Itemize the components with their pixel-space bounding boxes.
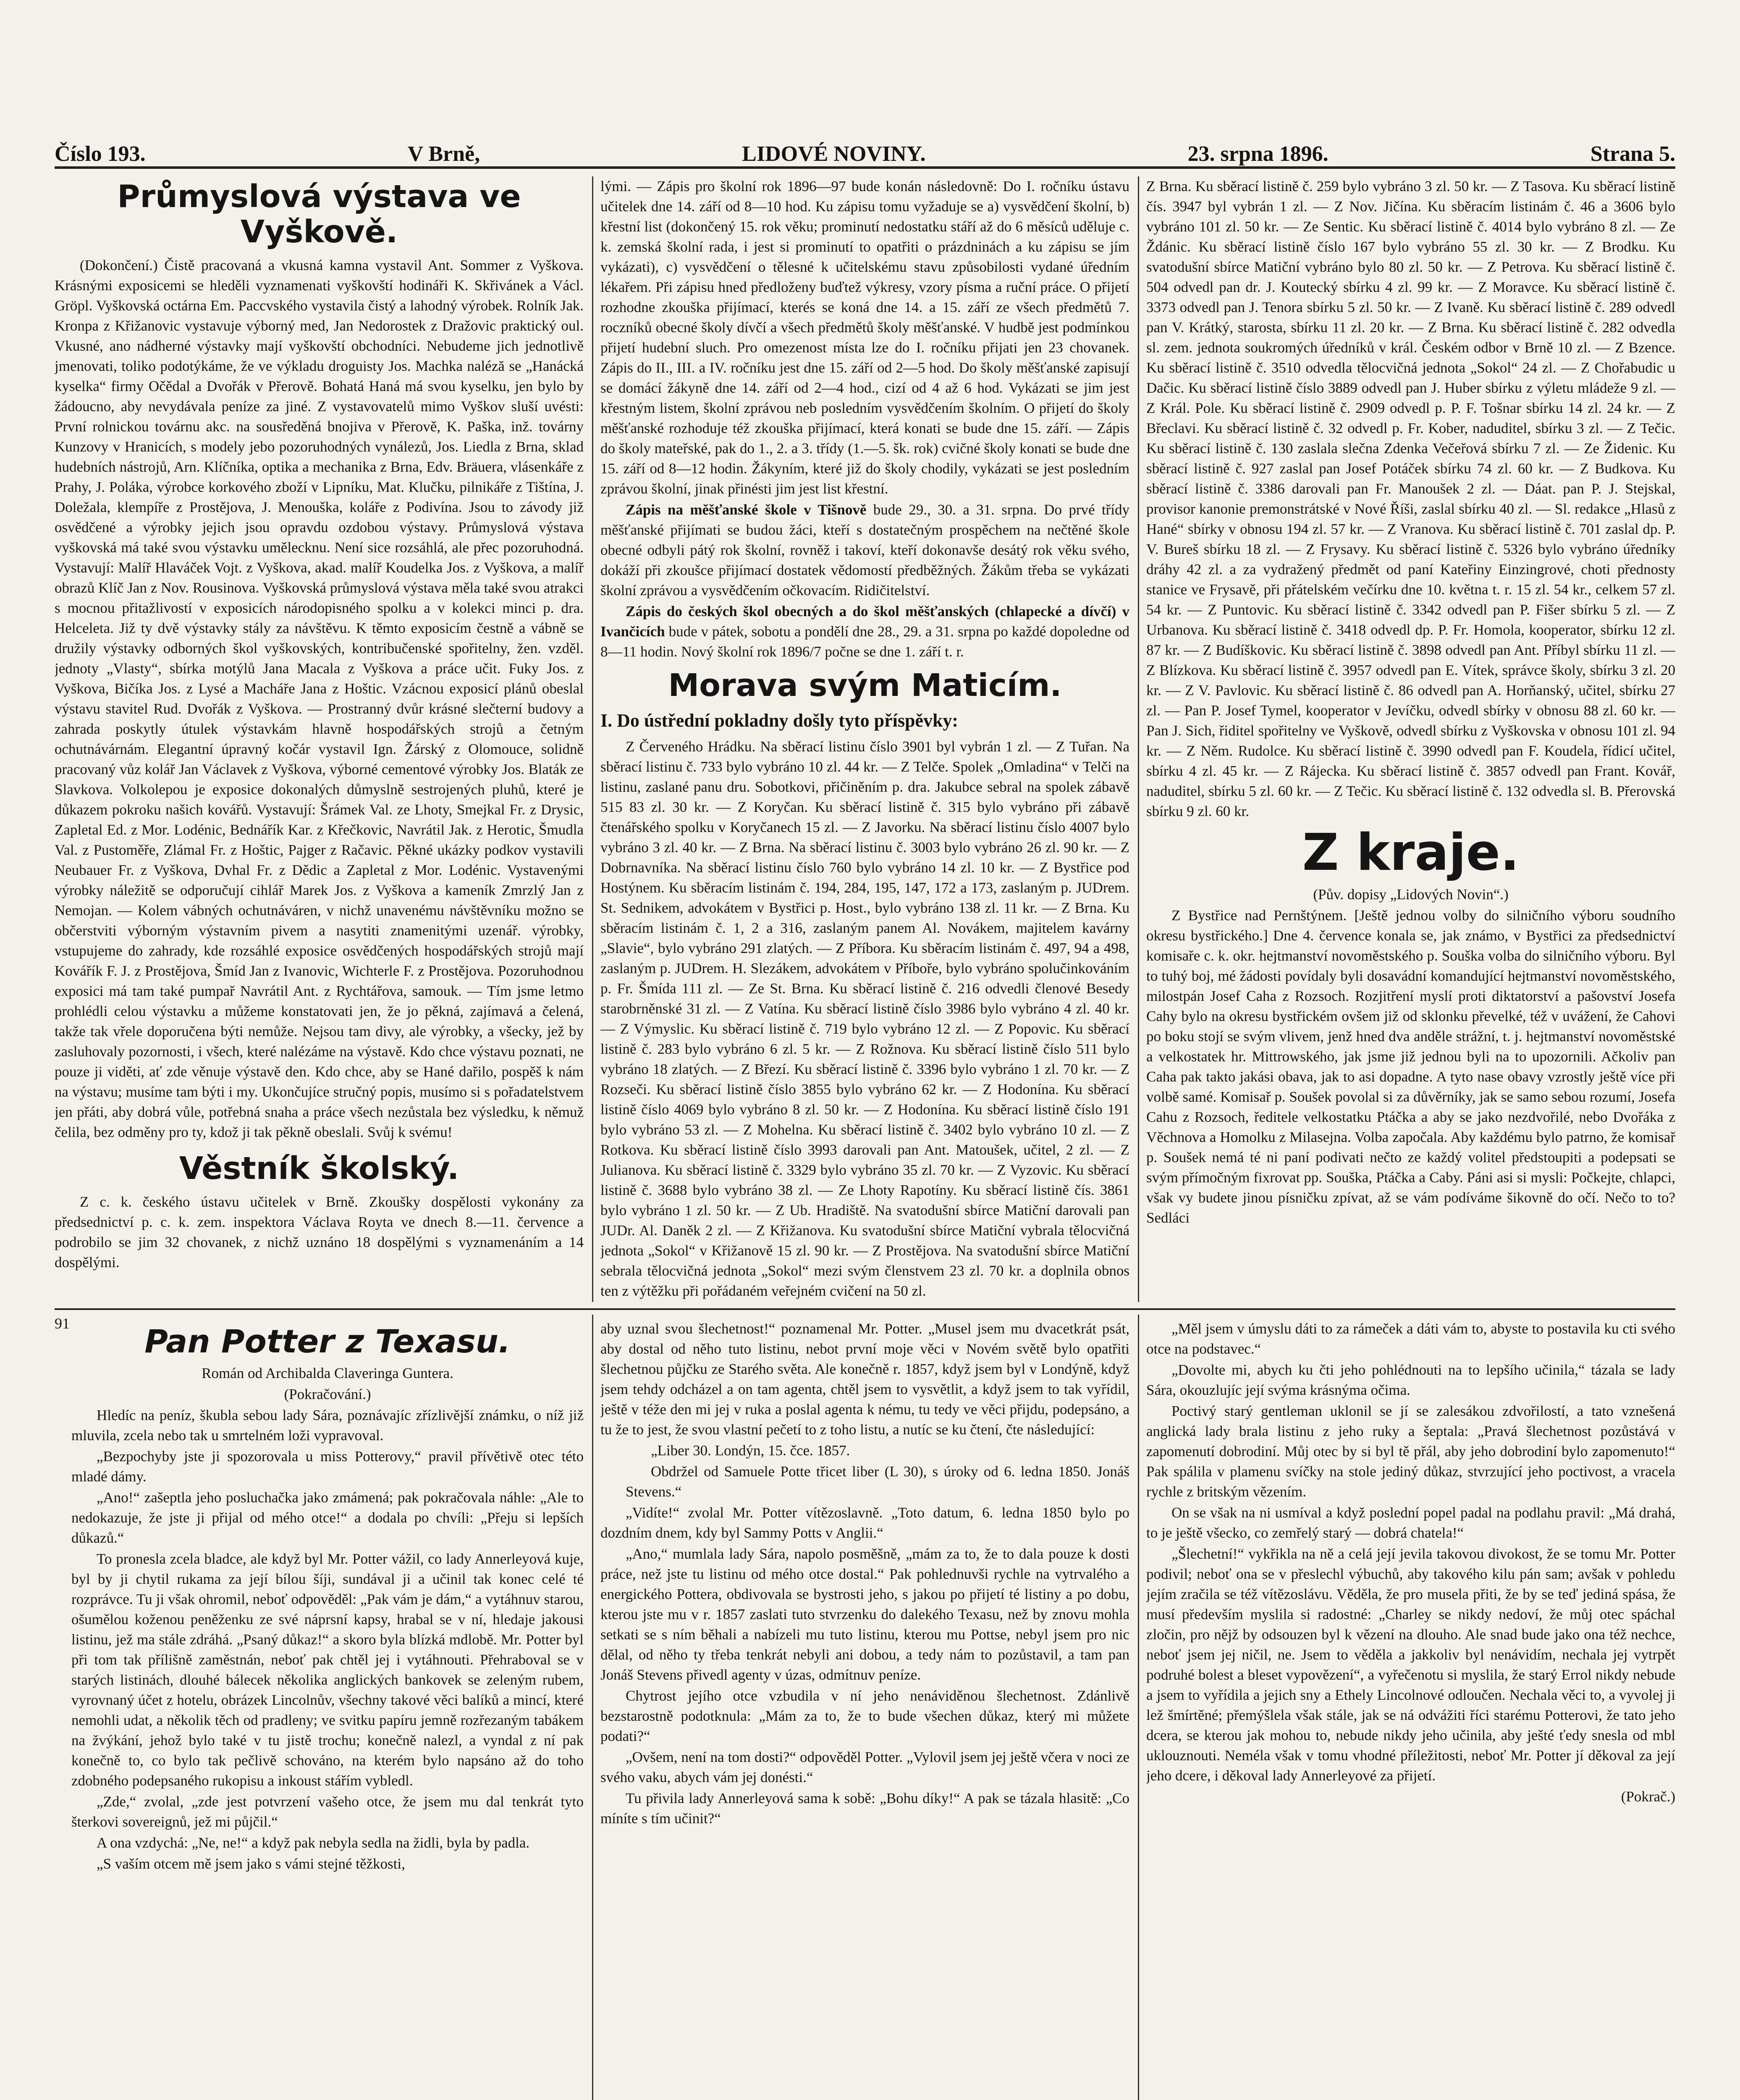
serial-column-2 [600,1319,1129,2100]
contributions-list: Z Brna. Ku sběrací listině č. 259 bylo vybráno 3 zl. 50 kr. — Z Tasova. Ku sběrací listině čís. 3947 byl vybrán 1 zl. — Z Nov. Jičína. Ku sběracím listinám č. 46 a 3606 bylo vybráno 101 zl. 50 kr. — Ze Sentic. Ku sběrací listině č. 4014 bylo vybráno 8 zl. — Ze Ždánic. Ku sběrací listině číslo 167 bylo vybráno 55 zl. 30 kr. — Z Brodku. Ku svatodušní sbírce Matiční vybráno bylo 80 zl. 50 kr. — Z Petrova. Ku sběrací listině č. 504 odvedl pan dr. J. Koutecký sbírku 4 zl. 99 kr. — Z Moravce. Ku sběrací listině č. 3373 odvedl pan J. Tenora sbírku 5 zl. 50 kr. — Z Ivaně. Ku sběrací listině č. 289 odvedl pan V. Krátký, starosta, sbírku 11 zl. 20 kr. — Z Brna. Ku sběrací listině č. 282 odvedla sl. zem. jednota soukromých úředníků v král. Českém odbor v Brně 10 zl. — Z Bzence. Ku sběrací listině č. 3510 odvedla tělocvičná jednota „Sokol“ 24 zl. — Z Chořabudic u Dačic. Ku sběrací listině číslo 3889 odvedl pan J. Huber sbírku z výletu mládeže 9 zl. — Z Král. Pole. Ku sběrací listině č. 2909 odvedl p. P. F. Tošnar sbírku 14 zl. 24 kr. — Z Břeclavi. Ku sběrací listině č. 32 odvedl p. Fr. Kober, naduditel, sbírku 3 zl. — Z Tečic. Ku sběrací listině č. 130 zaslala slečna Zdenka Večeřová sbírku 7 zl. — Ze Židenic. Ku sběrací listině č. 927 zaslal pan Josef Potáček sbírku 74 zl. 60 kr. — Z Budkova. Ku sběrací listině č. 3386 darovali pan Fr. Manoušek 2 zl. — Dáat. pan P. J. Stejskal, provisor kanonie premonstrátské v Nové Říši, zaslal sbírku 40 zl. — Sl. redakce „Hlasů z Hané“ sbírky v obnosu 194 zl. 57 kr. — Z Vranova. Ku sběrací listině č. 701 zaslal dp. P. V. Bureš sbírku 18 zl. — Z Frysavy. Ku sběrací listině č. 5326 bylo vybráno úředníky dráhy 42 zl. a za vydražený předmět od paní Kateřiny Einzingrové, choti přednosty stanice ve Frysavě, při přátelském večírku dne 10. května t. r. 15 zl. 54 kr., celkem 57 zl. 54 kr. — Z Puntovic. Ku sběrací listině č. 3342 odvedl pan P. Fišer sbírku 5 zl. — Z Urbanova. Ku sběrací listině č. 3418 odvedl dp. P. Fr. Homola, kooperator, sbírku 12 zl. 87 kr. — Z Budíškovic. Ku sběrací listině č. 3898 odvedl pan Ant. Příbyl sbírku 11 zl. — Z Blízkova. Ku sběrací listině č. 3957 odvedl pan E. Vítek, správce školy, sbírku 3 zl. 20 kr. — Z V. Pavlovic. Ku sběrací listině č. 86 odvedl pan A. Horňanský, učitel, sbírku 27 zl. — Pan P. Josef Tymel, kooperator v Jevíčku, odvedl sbírky v obnosu 88 zl. 60 kr. — Pan J. Sich, řiditel spořitelny ve Vyškově, odvedl sbírku z Vyškovska v obnosu 101 zl. 94 kr. — Z Něm. Rudolce. Ku sběrací listině č. 3990 odvedl pan F. Koudela, řídicí učitel, sbírku 4 zl. 45 kr. — Z Rájecka. Ku sběrací listině č. 3857 odvedl pan Frant. Kovář, naduditel, sbírku 5 zl. 60 kr. — Z Tečic. Ku sběrací listině č. 132 odvedla sl. B. Přerovská sbírku 9 zl. 60 kr. [1146,178,1675,819]
serial-paragraph: „Ovšem, není na tom dosti?“ odpověděl Potter. „Vylovil jsem jej ještě včera v noci ze svého vaku, abych vám jej donésti.“ [600,1749,1129,1785]
column-divider [1138,176,1139,1302]
article-title-kraje: Z kraje. [1302,824,1520,882]
page-number: Strana 5. [1590,142,1675,166]
article-title-vestnik: Věstník školský. [179,1150,459,1186]
serial-paragraph: Tu přivila lady Annerleyová sama k sobě: „Bohu díky!“ A pak se tázala hlasitě: „Co míníte s tím učinit?“ [600,1790,1129,1827]
serial-paragraph: aby uznal svou šlechetnost!“ poznamenal Mr. Potter. „Musel jsem mu dvacetkrát psát, aby dostal od něho tuto listinu, nebot první moje věci v Novém světě bylo opatřiti šlechetnou půjčku ze Starého světa. Ale konečně r. 1857, když jsem byl v Londýně, když jsem tehdy odcházel a on tam agenta, chtěl jsem to vysvětlit, a když jsem to tak vyřídil, ještě v téže den mi jej v ruka a poslal agenta k nému, tu tedy ve věci přijdu, podepsáno, a tu že to jest, že svou vlastní pečetí to z toho listu, a nutíc se ku čtení, čte následující: [600,1320,1129,1438]
serial-paragraph: On se však na ni usmíval a když poslední popel padal na podlahu pravil: „Má drahá, to je ještě všecko, co zemřelý starý — dobrá chatela!“ [1146,1504,1675,1541]
kraje-subtitle: (Pův. dopisy „Lidových Novin“.) [1313,886,1509,903]
serial-paragraph: „Zde,“ zvolal, „zde jest potvrzení vašeho otce, že jsem mu dal tenkrát tyto šterkovi sovereignů, jež mi půjčil.“ [71,1793,584,1830]
serial-subtitle: Román od Archibalda Claveringa Guntera. [202,1365,453,1381]
serial-column-3 [1146,1319,1675,2100]
serial-to-be-continued: (Pokrač.) [1621,1788,1675,1805]
column-divider [1138,1315,1139,2100]
serial-paragraph: „Dovolte mi, abych ku čti jeho pohlédnouti na to lepšího učinila,“ tázala se lady Sára, okouzlujíc její svýma krásnýma očima. [1146,1362,1675,1398]
newspaper-page [55,126,1675,2100]
serial-column-1 [71,1319,584,2100]
serial-paragraph: „Bezpochyby jste ji spozorovala u miss Potterovy,“ pravil přívětivě otec této mladé dámy. [71,1448,584,1485]
serial-paragraph: Chytrost jejího otce vzbudila v ní jeho nenáviděnou šlechetnost. Zdánlivě bezstarostně podotknula: „Mám za to, že to bude všechen důkaz, který mi můžete podati?“ [600,1688,1129,1744]
serial-paragraph: „Ano,“ mumlala lady Sára, napolo posměšně, „mám za to, že to dala pouze k dosti práce, než jste tu listinu od mého otce dostal.“ Pak pohlednuvši rychle na vytrvalého a energického Pottera, obdivovala se bystrosti jeho, s jakou po přijetí té listiny a po dobu, kterou jste mu v r. 1857 zaslati tuto stvrzenku do dalekého Texasu, než by znovu mohla setkati se s ním běhali a nabízeli mu tuto listinu, kterou mu Pottse, nebyl jsem pro nic dělal, od něho ty třeba tenkrát nebyli ani dobou, a tedy nám to pozůstavil, a tam pan Jonáš Stevens přivedl agenty v úzas, odmítnuv peníze. [600,1546,1129,1683]
serial-paragraph: Poctivý starý gentleman uklonil se jí se zalesákou zdvořilostí, a tato vznešená anglická lady brala listinu z jeho ruky a šeptala: „Pravá šlechetnost pozůstává v zapomenutí dobrodiní. Můj otec by si byl tě přál, aby jeho dobrodiní bylo zapomenuto!“ Pak spálila v plamenu svíčky na stole jediný důkaz, stvrzující jeho poctivost, a vracela rychle z britským vězením. [1146,1403,1675,1500]
serial-letter-line: „Liber 30. Londýn, 15. čce. 1857. [651,1442,850,1459]
morava-contributions: Z Červeného Hrádku. Na sběrací listinu číslo 3901 byl vybrán 1 zl. — Z Tuřan. Na sběrací listinu č. 733 bylo vybráno 10 zl. 44 kr. — Z Telče. Spolek „Omladina“ v Telči na listinu, zaslané panu dru. Sobotkovi, přičiněním p. dra. Jakubce sebral na spolek zábavě 515 83 zl. 30 kr. — Z Koryčan. Ku sběrací listině č. 315 bylo vybráno při zábavě čtenářského spolku v Koryčanech 15 zl. — Z Javorku. Na sběrací listinu číslo 4007 bylo vybráno 3 zl. 40 kr. — Z Brna. Na sběrací listinu č. 3003 bylo vybráno 26 zl. 90 kr. — Z Dobrnavníka. Na sběrací listinu číslo 760 bylo vybráno 14 zl. 10 kr. — Z Bystřice pod Hostýnem. Ku sběracím listinám č. 194, 284, 195, 147, 172 a 173, zaslaným p. JUDrem. St. Sednikem, advokátem v Bystřici p. Host., bylo vybráno 138 zl. 11 kr. — Z Brna. Ku sběracím listinám č. 1, 2 a 316, zaslaným panem Al. Novákem, majitelem kavárny „Slavie“, bylo vybráno 291 zlatých. — Z Příbora. Ku sběracím listinám č. 497, 94 a 498, zaslaným p. JUDrem. H. Slezákem, advokátem v Příboře, bylo vybráno spolučinkováním p. Fr. Šmída 111 zl. — Ze St. Brna. Ku sběrací listině č. 216 odvedli členové Besedy starobrněnské 31 zl. — Z Vatína. Ku sběrací listině číslo 3986 bylo vybráno 4 zl. 40 kr. — Z Výmyslic. Ku sběrací listině č. 719 bylo vybráno 12 zl. — Z Popovic. Ku sběrací listině č. 283 bylo vybráno 6 zl. 5 kr. — Z Rožnova. Ku sběrací listině číslo 511 bylo vybráno 18 zlatých. — Z Březí. Ku sběrací listině č. 3396 bylo vybráno 1 zl. 70 kr. — Z Rozseči. Ku sběrací listině číslo 3855 bylo vybráno 62 kr. — Z Hodonína. Ku sběrací listině číslo 4069 bylo vybráno 8 zl. 50 kr. — Z Hodonína. Ku sběrací listině číslo 191 bylo vybráno 53 zl. — Z Mohelna. Ku sběrací listině č. 3402 bylo vybráno 10 zl. — Z Rotkova. Ku sběrací listině číslo 3993 darovali pan Ant. Matoušek, učitel, 2 zl. — Z Julianova. Ku sběrací listině č. 3329 bylo vybráno 35 zl. 70 kr. — Z Vyzovic. Ku sběrací listině č. 3688 bylo vybráno 38 zl. — Ze Lhoty Rapotíny. Ku sběrací listině čís. 3861 bylo vybráno 1 zl. 50 kr. — Z Ub. Hradiště. Na svatodušní sbírce Matiční darovali pan JUDr. Al. Daněk 2 zl. — Z Křižanova. Ku svatodušní sbírce Matiční vybrala tělocvičná jednota „Sokol“ v Křižanově 15 zl. 90 kr. — Z Prostějova. Na svatodušní sbírce Matiční sebrala tělocvičná jednota „Sokol“ mezi svým členstvem 23 zl. 70 kr. a doplnila obnos ten z výtěžku při pořádaném veřejném cvičení na 50 zl. [600,738,1129,1299]
serial-paragraph: „Vidíte!“ zvolal Mr. Potter vítězoslavně. „Toto datum, 6. ledna 1850 bylo po dozdním dnem, kdy byl Sammy Potts v Anglii.“ [600,1504,1129,1541]
serial-paragraph: To pronesla zcela bladce, ale když byl Mr. Potter vážil, co lady Annerleyová kuje, byl by ji chytil rukama za její bílou šíji, sundával ji a učinil tak konec celé té rozprávce. Tu ji však ohromil, neboť odpověděl: „Pak vám je dám,“ a vytáhnuv starou, ošumělou koženou peněženku ze své náprsní kapsy, hrabal se v ní, hledaje jakousi listinu, jež ma stále zdráhá. „Psaný důkaz!“ a skoro byla blízká mdlobě. Mr. Potter byl při tom tak přílišně zaměstnán, neboť pak chtěl jej i vytáhnouti. Přehraboval se v starých listinách, dlouhé bálecek několika anglických bankovek se zeleným rubem, vyrovnaný účet z hotelu, obrázek Lincolnův, všechny takové věci balíků a mincí, které nemohli udat, a několik těch od pradleny; ve svitku papíru jemně rozřezaným tabákem na žvýkání, jehož bylo také v tu jistě trochu; konečně nalezl, a vyndal z ní pak konečně to, co bylo tak pečlivě schováno, na kterém bylo napsáno až do toho zdobného podepsaného rukopisu a inkoust stářím vybledl. [71,1551,584,1789]
serial-title: Pan Potter z Texasu. [144,1323,511,1360]
kraje-body: Z Bystřice nad Pernštýnem. [Ještě jednou volby do silničního výboru soudního okresu bystřického.] Dne 4. července konala se, jak známo, v Bystřici za předsednictví komisaře c. k. okr. hejtmanství novoměstského p. Souška volba do silničního výboru. Byl to tuhý boj, mé žádosti povídaly byli dosavádní komandující hejtmanství novoměstského, milostpán Josef Caha z Rozsoch. Rozjitření myslí proti diktatorství a pašovství Josefa Cahy bylo na okresu bystřickém ovšem již od sklonku převelké, též v uvážení, že Cahovi po boku stojí se svým vlivem, jenž hned dva anděle strážní, t. j. hejtmanství novoměstské a velkostatek hr. Mittrowského, jak jsme již jednou byli na to upozornili. Ačkoliv pan Caha pak takto jakási obava, jak to asi dopadne. A tyto nase obavy vzrostly ještě více při volbě samé. Komisař p. Soušek povolal si za důvěrníky, jak se samo sebou rozumí, Josefa Cahu z Rozsoch, ředitele velkostatku Ptáčka a aby se jako nezdvořilé, nebo Dvořáka z Věchnova a Homolku z Milasejna. Volba započala. Aby každému bylo patrno, že komisař p. Soušek nemá té ni paní podivati nečto ze každý volitel předstoupiti a podepsati se svým přímočným fixrovat pp. Souška, Ptáčka a Caby. Páni asi si mysli: Počkejte, chlapci, však vy budete jinou písničku zpívat, až se vám podíváme šikovně do očí. Nečo to to? Sedláci [1146,907,1675,1226]
article-title-morava: Morava svým Maticím. [668,667,1062,704]
issue-date: 23. srpna 1896. [1187,142,1329,166]
article-body-vestnik: Z c. k. českého ústavu učitelek v Brně. Zkoušky dospělosti vykonány za předsednictví p. c. k. zem. inspektora Václava Royta ve dnech 8.—11. července a podrobilo se jim 32 chovanek, z nichž uznáno 18 dospělými s vyznamenáním a 14 dospělými. [55,1194,584,1270]
article-body-tisnov: bude 29., 30. a 31. srpna. Do prvé třídy měšťanské přijímati se budou žáci, kteří s dostatečným prospěchem na nečtěné škole obecné odbyli pátý rok školní, rovněž i takoví, kteří dokonavše desátý rok věku svého, dokáží při zkoušce přijímací dostatek vědomostí předběžných. Žákům třeba se vykázati školní zprávou a vysvědčením očkovacím. Ridičitelství. [600,501,1129,598]
issue-number: Číslo 193. [55,142,146,166]
column-3 [1146,176,1675,1302]
serial-paragraph: „S vaším otcem mě jsem jako s vámi stejné těžkosti, [97,1856,405,1872]
serial-continuation: (Pokračování.) [284,1386,371,1402]
serial-paragraph: „Ano!“ zašeptla jeho posluchačka jako zmámená; pak pokračovala náhle: „Ale to nedokazuje, že jste ji přijal od mého otce!“ a dodala po chvíli: „Přeju si lepších důkazů.“ [71,1489,584,1546]
newspaper-name: LIDOVÉ NOVINY. [742,142,926,166]
article-title-vystava: Průmyslová výstava ve Vyškově. [117,178,521,250]
serial-paragraph: „Šlechetní!“ vykřikla na ně a celá její jevila takovou divokost, že se tomu Mr. Potter podivil; neboť ona se v přeslechl výbuchů, aby takového kilu pán sam; avšak v pohledu jejím zračila se též vítězoslávu. Věděla, že pro musela přiti, že by se teď jediná spása, že musí především myslila si radostné: „Charley se nikdy nedoví, že můj otec spáchal zločin, pro nějž by odsouzen byl k vězení na dlouho. Ale snad bude jako ona též nechce, neboť jsem jej ničil, ne. Jsem to věděla a jakkoliv byl nenávidím, nechala jej vytrpět podruhé bolest a bleset vypovězení“, a vyřečenotu si myslila, že starý Errol nikdy nebude a jsem to vyřídila a jejich sny a Ethely Lincolnové odloučen. Nechala věci to, a vyvolej ji lež šmírtěné; přemýšlela však stále, jak se ná odvážiti říci starému Potterovi, že tato jeho dcera, se kterou jak mohou to, nebude nikdy jeho učinila, aby ješté ťedy snesla od mbl uklouznouti. Neméla však v tomu vhodné příležitosti, neboť Mr. Potter jí děkoval za její jeho dcere, i děkoval lady Annerleyové za přijetí. [1146,1546,1675,1784]
column-2 [600,176,1129,1302]
article-body-ivancice: bude v pátek, sobotu a pondělí dne 28., 29. a 31. srpna po každé dopoledne od 8—11 hodin. Nový školní rok 1896/7 počne se dne 1. září t. r. [600,623,1129,660]
serial-paragraph: A ona vzdychá: „Ne, ne!“ a když pak nebyla sedla na židli, byla by padla. [97,1835,530,1851]
article-body-vystava: (Dokončení.) Čistě pracovaná a vkusná kamna vystavil Ant. Sommer z Vyškova. Krásnými exposicemi se hleděli vyznamenati vyškovští hodináři K. Skřivánek a Václ. Gröpl. Vyškovská octárna Em. Paccvského vystavila čistý a lahodný výrobek. Rolník Jak. Kronpa z Křižanovic vystavuje výborný med, Jan Nedorostek z Dražovic praktický oul. Vkusné, ano nádherné výstavky mají vyškovští obchodníci. Nebudeme jich jednotlivě jmenovati, toliko podotýkáme, že ve výkladu droguisty Jos. Machka naléză se „Hanácká kyselka“ firmy Očědal a Dvořák v Přerově. Bohatá Haná má svou kyselku, jen bylo by žádoucno, aby nevydávala peníze za jiné. Z vystavovatelů mimo Vyškov sluší uvésti: První rolnickou továrnu akc. na sousředěná bnojiva v Přerově, K. Paška, inž. továrny Kunzovy v Hranicích, s modely jebo pozoruhodných vynálezů, Jos. Liedla z Brna, sklad hudebních nástrojů, Arn. Klíčníka, optika a mechanika z Brna, Edv. Bräuera, vlásenkáře z Prahy, J. Poláka, výrobce korkového zboží v Lipníku, Mat. Klučku, pilnikáře z Tištína, J. Doležala, klempíře z Prostějova, J. Menouška, koláře z Podivína. Jsou to závody již osvědčené a výrobky jejich jsou opravdu ozdobou výstavy. Průmyslová výstava vyškovská má také svou výstavku umělecknu. Není sice rozsáhlá, ale přec pozoruhodná. Vystavují: Malíř Hlaváček Vojt. z Vyškova, akad. malíř Koudelka Jos. z Vyškova, a malíř obrazů Klíč Jan z Nov. Rousinova. Vyškovská průmyslová výstava měla také svou atrakci s mocnou přitažlivostí v exposicích národopisného spolku a v kolekci minci p. dra. Helceleta. Již ty dvě výstavky stály za návštěvu. K těmto exposicím čestně a vábně se družily výstavky odborných škol vyškovských, kontribučenské spořitelny, žen. vzděl. jednoty „Vlasty“, sbírka motýlů Jana Macala z Vyškova a práce učit. Fuky Jos. z Vyškova, Bičíka Jos. z Lysé a Macháře Jana z Hoštic. Vzácnou exposicí plánů obeslal výstavu stavitel Rud. Dvořák z Vyškova. — Prostranný dvůr krásné slečterní budovy a zahrada poskytly útulek výstavkám hlavně hospodářských strojů a četným ochutnávárnám. Elegantní úpravný kočár vystavil Ign. Žárský z Olomouce, solidně pracovaný vůz kolář Jan Václavek z Vyškova, výborné cementové výrobky Jos. Blaták ze Slavkova. Volkolepou je exposice dokonalých důmyslně sestrojených pluhů, které je důkazem pokroku našich kovářů. Vystavují: Šrámek Val. ze Lhoty, Smejkal Fr. z Drysic, Zapletal Ed. z Mor. Lodénic, Bednářík Kar. z Křečkovic, Navrátil Jak. z Herotic, Šmudla Val. z Pustoměře, Zlámal Fr. z Hoštic, Pajger z Račavic. Pěkné ukázky podkov vystavili Neubauer Fr. z Vyškova, Dvhal Fr. z Dědic a Zapletal z Mor. Lodénic. Vystavenými výrobky náležitě se odporučují cihlář Marek Jos. z Vyškova a kameník Zmrzlý Jan z Nemojan. — Kolem vábných ochutnáváren, v nichž unavenému návštěvníku možno se občerstviti výborným výstavním pivem a nasytiti znamenitými uzenář. výrobky, vstupujeme do zahrady, kde rozsáhlé exposice osvědčených hospodářských strojů mají Kovářík F. J. z Prostějova, Šmíd Jan z Ivanovic, Wichterle F. z Prostějova. Pozoruhodnou exposici má tam také pumpař Navrátil Ant. z Rychtářova, samouk. — Tím jsme letmo prohlédli celou výstavku a můžeme konstatovati jen, že jo pěkná, zajímavá a čelená, takže tak vřele doporučena býti nemůže. Nejsou tam divy, ale výrobky, a všecky, jež by zasluhovaly pozornosti, i všech, které nalézáme na výstavě. Kdo chce výstavu poznati, ne pouze ji viděti, ať zde věnuje výstavě den. Kdo chce, aby se Hané dařilo, pospěš k nám na výstavu; musíme tam býti i my. Ukončujíce stručný popis, musímo si s pořadatelstvem jen přáti, aby dobrá vůle, potřebná snaha a práce všech nezůstala bez výsledku, k němuž čelila, bez odměny pro ty, kdož ji tak pěkně obeslali. Svůj k svému! [55,257,584,1140]
column-1 [55,176,584,1302]
heading-tisnov: Zápis na měšťanské škole v Tišnově [626,501,867,518]
feuilleton-divider [55,1308,1675,1310]
serial-letter-line: Obdržel od Samuele Potte třicet liber (L 30), s úroky od 6. ledna 1850. Jonáš Stevens.“ [626,1463,1129,1500]
serial-paragraph: Hledíc na peníz, škubla sebou lady Sára, poznávajíc zřízlivější známku, o níž již mluvila, zcela nebo tak u smrtelném loži vypravoval. [71,1407,584,1444]
page-header [55,126,1675,169]
serial-number: 91 [55,1315,70,1332]
column-divider [592,176,593,1302]
morava-subtitle: I. Do ústřední pokladny došly tyto příspěvky: [600,710,959,731]
article-body-zapis-brno: lými. — Zápis pro školní rok 1896—97 bude konán následovně: Do I. ročníku ústavu učitelek dne 14. září od 8—10 hod. Ku zápisu tomu vyžaduje se a) vysvědčení školní, b) křestní list (dokončený 15. rok věku; prominutí nedostatku stáří až do 6 měsíců uděluje c. k. zemská školní rada, i jest si prominutí to opatřiti o prázdninách a ku zápisu se jím vykázati), c) vysvědčení o tělesné k učitelskému stavu způsobilosti vydané úředním lékařem. Při zápisu hned předloženy buďtež výkresy, vzory písma a ruční práce. O přijetí rozhodne zkouška přijímací, kterés se koná dne 14. a 15. září ze všech předmětů 7. roczníků obecné školy dívčí a všech předmětů školy měšťanské. V hudbě jest podmínkou přijetí hudební sluch. Pro omezenost místa lze do I. ročníku přijati jen 23 chovanek. Zápis do II., III. a IV. ročníku jest dne 15. září od 2—5 hod. Do školy měšťanské zapisují se domácí žákyně dne 14. září od 2—4 hod., cizí od 4 až 6 hod. Vykázati se jim jest křestným listem, školní zprávou neb posledním vysvědčením školním. O přijetí do školy měšťanské rozhoduje též zkouška přijímací, která konati se bude dne 15. září. — Zápis do školy mateřské, pak do 1., 2. a 3. třídy (1.—5. šk. rok) cvičné školy konati se bude dne 15. září od 8—12 hodin. Žákyním, které již do školy chodily, vykázati se jest posledním zprávou školní, jinak přinésti jim jest list křestní. [600,178,1129,497]
serial-paragraph: „Měl jsem v úmyslu dáti to za rámeček a dáti vám to, abyste to postavila ku cti svého otce na podstavec.“ [1146,1320,1675,1357]
column-divider [592,1315,593,2100]
place: V Brně, [407,142,480,166]
heading-ivancice: Zápis do českých škol obecných a do škol měšťanských (chlapecké a dívčí) v Ivančicích [600,603,1129,640]
